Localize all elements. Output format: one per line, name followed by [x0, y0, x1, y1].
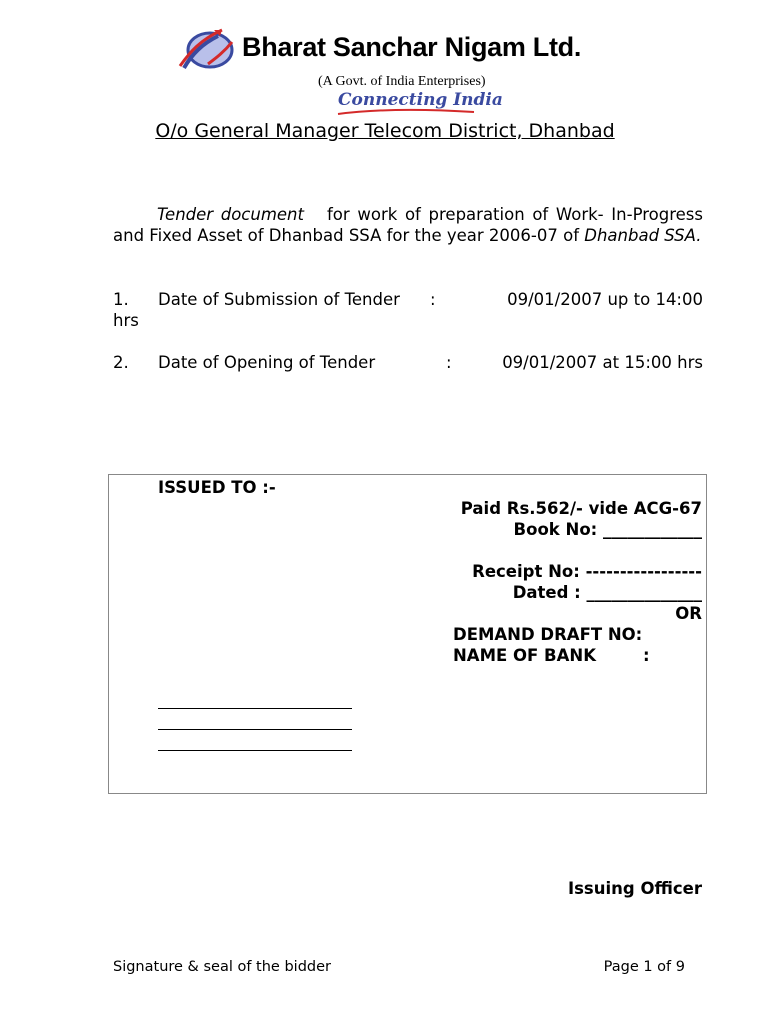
bank-name-label: NAME OF BANK — [453, 646, 596, 665]
item-label: Date of Submission of Tender — [158, 290, 400, 309]
tender-description — [113, 204, 703, 246]
paid-amount: Paid Rs.562/- vide ACG-67 — [460, 499, 702, 518]
tagline-swoosh-icon — [336, 108, 476, 116]
receipt-date: Dated : ______________ — [512, 583, 702, 602]
office-title: O/o General Manager Telecom District, Dhanbad — [155, 120, 615, 142]
book-number: Book No: ____________ — [513, 520, 702, 539]
address-line — [158, 708, 352, 709]
page-number: Page 1 of 9 — [603, 959, 685, 975]
item-colon: : — [446, 353, 452, 372]
item-number: 2. — [113, 353, 129, 372]
address-line — [158, 729, 352, 730]
organization-subtitle: (A Govt. of India Enterprises) — [318, 74, 486, 89]
or-label: OR — [675, 604, 702, 623]
address-line — [158, 750, 352, 751]
issuing-officer: Issuing Officer — [567, 879, 702, 898]
receipt-number: Receipt No: ----------------- — [472, 562, 702, 581]
tender-description-end: Dhanbad SSA. — [584, 226, 702, 245]
item-value: 09/01/2007 at 15:00 hrs — [502, 353, 703, 372]
tagline: Connecting India — [338, 90, 503, 110]
tender-description-text: for work of preparation of Work- In-Progress and Fixed Asset of Dhanbad SSA for the year 2006-07 of — [113, 205, 703, 245]
tender-document-label: Tender document — [157, 205, 304, 224]
organization-name: Bharat Sanchar Nigam Ltd. — [242, 32, 582, 62]
issued-to-label: ISSUED TO :- — [158, 478, 276, 497]
bsnl-logo-icon — [178, 24, 238, 76]
item-value: 09/01/2007 up to 14:00 — [507, 290, 703, 309]
item-number: 1. — [113, 290, 129, 309]
bank-name-colon: : — [643, 646, 650, 665]
item-colon: : — [430, 290, 436, 309]
item-value-continuation: hrs — [113, 311, 139, 330]
footer-signature: Signature & seal of the bidder — [113, 959, 331, 975]
demand-draft-label: DEMAND DRAFT NO: — [453, 625, 643, 644]
item-label: Date of Opening of Tender — [158, 353, 376, 372]
